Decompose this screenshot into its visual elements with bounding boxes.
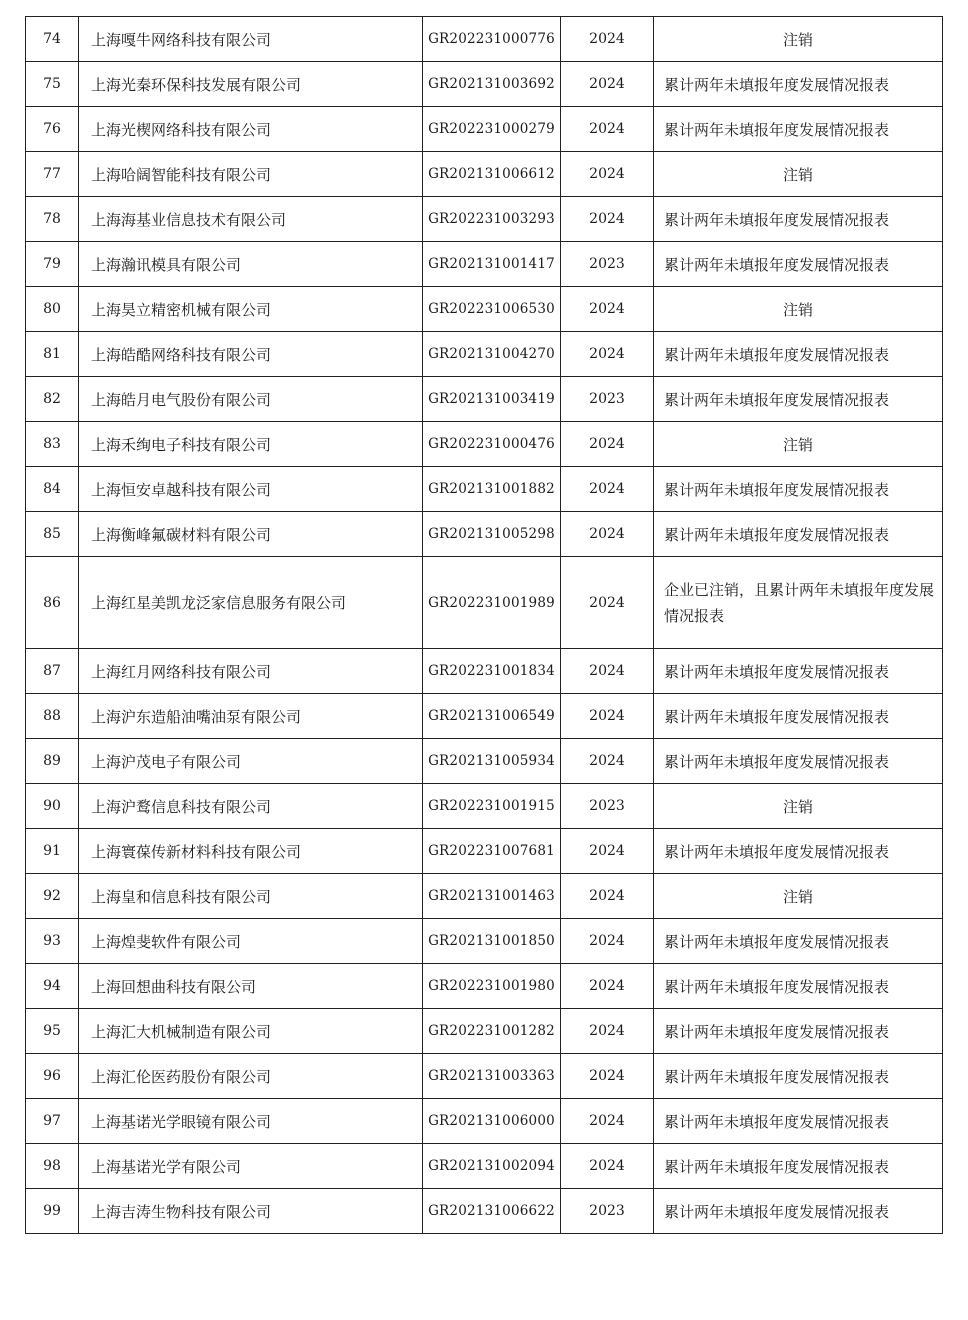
reason-cell: 累计两年未填报年度发展情况报表 bbox=[654, 377, 943, 422]
year-cell: 2024 bbox=[561, 107, 654, 152]
reason-cell: 累计两年未填报年度发展情况报表 bbox=[654, 1054, 943, 1099]
table-row bbox=[26, 107, 943, 152]
row-number-cell: 77 bbox=[26, 152, 79, 197]
reason-cell: 累计两年未填报年度发展情况报表 bbox=[654, 919, 943, 964]
year-cell: 2024 bbox=[561, 694, 654, 739]
table-row bbox=[26, 1144, 943, 1189]
row-number-cell: 84 bbox=[26, 467, 79, 512]
table-row bbox=[26, 377, 943, 422]
year-cell: 2023 bbox=[561, 377, 654, 422]
certificate-number-cell: GR202131003692 bbox=[423, 62, 561, 107]
company-name-cell: 上海红月网络科技有限公司 bbox=[79, 649, 423, 694]
certificate-number-cell: GR202131003363 bbox=[423, 1054, 561, 1099]
year-cell: 2023 bbox=[561, 242, 654, 287]
reason-cell: 注销 bbox=[654, 152, 943, 197]
company-name-cell: 上海汇伦医药股份有限公司 bbox=[79, 1054, 423, 1099]
row-number-cell: 88 bbox=[26, 694, 79, 739]
company-name-cell: 上海皓月电气股份有限公司 bbox=[79, 377, 423, 422]
year-cell: 2023 bbox=[561, 1189, 654, 1234]
company-name-cell: 上海沪鹜信息科技有限公司 bbox=[79, 784, 423, 829]
table-row bbox=[26, 694, 943, 739]
certificate-number-cell: GR202131001463 bbox=[423, 874, 561, 919]
table-row bbox=[26, 1099, 943, 1144]
table-row bbox=[26, 17, 943, 62]
year-cell: 2024 bbox=[561, 1009, 654, 1054]
company-name-cell: 上海红星美凯龙泛家信息服务有限公司 bbox=[79, 557, 423, 649]
row-number-cell: 75 bbox=[26, 62, 79, 107]
table-row bbox=[26, 557, 943, 649]
company-name-cell: 上海皇和信息科技有限公司 bbox=[79, 874, 423, 919]
reason-cell: 累计两年未填报年度发展情况报表 bbox=[654, 964, 943, 1009]
table-row bbox=[26, 287, 943, 332]
reason-cell: 累计两年未填报年度发展情况报表 bbox=[654, 649, 943, 694]
company-name-cell: 上海煌斐软件有限公司 bbox=[79, 919, 423, 964]
reason-cell: 累计两年未填报年度发展情况报表 bbox=[654, 242, 943, 287]
reason-cell: 企业已注销，且累计两年未填报年度发展情况报表 bbox=[654, 557, 943, 649]
row-number-cell: 94 bbox=[26, 964, 79, 1009]
row-number-cell: 81 bbox=[26, 332, 79, 377]
year-cell: 2024 bbox=[561, 919, 654, 964]
year-cell: 2024 bbox=[561, 422, 654, 467]
row-number-cell: 91 bbox=[26, 829, 79, 874]
year-cell: 2024 bbox=[561, 332, 654, 377]
reason-cell: 累计两年未填报年度发展情况报表 bbox=[654, 512, 943, 557]
certificate-number-cell: GR202131005298 bbox=[423, 512, 561, 557]
company-name-cell: 上海光秦环保科技发展有限公司 bbox=[79, 62, 423, 107]
certificate-number-cell: GR202131001417 bbox=[423, 242, 561, 287]
certificate-number-cell: GR202231007681 bbox=[423, 829, 561, 874]
reason-cell: 累计两年未填报年度发展情况报表 bbox=[654, 332, 943, 377]
table-row bbox=[26, 332, 943, 377]
reason-cell: 累计两年未填报年度发展情况报表 bbox=[654, 107, 943, 152]
table-row bbox=[26, 649, 943, 694]
year-cell: 2024 bbox=[561, 467, 654, 512]
company-table bbox=[25, 16, 943, 1234]
reason-cell: 累计两年未填报年度发展情况报表 bbox=[654, 694, 943, 739]
company-name-cell: 上海基诺光学眼镜有限公司 bbox=[79, 1099, 423, 1144]
company-name-cell: 上海汇大机械制造有限公司 bbox=[79, 1009, 423, 1054]
company-name-cell: 上海衡峰氟碳材料有限公司 bbox=[79, 512, 423, 557]
row-number-cell: 78 bbox=[26, 197, 79, 242]
row-number-cell: 74 bbox=[26, 17, 79, 62]
reason-cell: 注销 bbox=[654, 784, 943, 829]
table-row bbox=[26, 197, 943, 242]
table-row bbox=[26, 739, 943, 784]
table-row bbox=[26, 1009, 943, 1054]
row-number-cell: 95 bbox=[26, 1009, 79, 1054]
company-name-cell: 上海基诺光学有限公司 bbox=[79, 1144, 423, 1189]
reason-cell: 注销 bbox=[654, 422, 943, 467]
certificate-number-cell: GR202231001915 bbox=[423, 784, 561, 829]
row-number-cell: 85 bbox=[26, 512, 79, 557]
company-name-cell: 上海昊立精密机械有限公司 bbox=[79, 287, 423, 332]
certificate-number-cell: GR202231000476 bbox=[423, 422, 561, 467]
company-name-cell: 上海寰葆传新材料科技有限公司 bbox=[79, 829, 423, 874]
company-name-cell: 上海哈阔智能科技有限公司 bbox=[79, 152, 423, 197]
company-name-cell: 上海嘎牛网络科技有限公司 bbox=[79, 17, 423, 62]
reason-cell: 累计两年未填报年度发展情况报表 bbox=[654, 739, 943, 784]
reason-cell: 注销 bbox=[654, 17, 943, 62]
year-cell: 2024 bbox=[561, 1144, 654, 1189]
row-number-cell: 76 bbox=[26, 107, 79, 152]
row-number-cell: 90 bbox=[26, 784, 79, 829]
certificate-number-cell: GR202131001850 bbox=[423, 919, 561, 964]
reason-cell: 累计两年未填报年度发展情况报表 bbox=[654, 197, 943, 242]
company-name-cell: 上海沪东造船油嘴油泵有限公司 bbox=[79, 694, 423, 739]
year-cell: 2024 bbox=[561, 197, 654, 242]
year-cell: 2024 bbox=[561, 557, 654, 649]
reason-cell: 累计两年未填报年度发展情况报表 bbox=[654, 1144, 943, 1189]
row-number-cell: 93 bbox=[26, 919, 79, 964]
row-number-cell: 83 bbox=[26, 422, 79, 467]
row-number-cell: 97 bbox=[26, 1099, 79, 1144]
year-cell: 2024 bbox=[561, 1054, 654, 1099]
year-cell: 2023 bbox=[561, 784, 654, 829]
table-row bbox=[26, 874, 943, 919]
certificate-number-cell: GR202131006000 bbox=[423, 1099, 561, 1144]
year-cell: 2024 bbox=[561, 649, 654, 694]
reason-cell: 累计两年未填报年度发展情况报表 bbox=[654, 1099, 943, 1144]
certificate-number-cell: GR202131004270 bbox=[423, 332, 561, 377]
certificate-number-cell: GR202231001282 bbox=[423, 1009, 561, 1054]
certificate-number-cell: GR202231006530 bbox=[423, 287, 561, 332]
year-cell: 2024 bbox=[561, 512, 654, 557]
reason-cell: 注销 bbox=[654, 874, 943, 919]
company-name-cell: 上海回想曲科技有限公司 bbox=[79, 964, 423, 1009]
table-row bbox=[26, 829, 943, 874]
row-number-cell: 98 bbox=[26, 1144, 79, 1189]
year-cell: 2024 bbox=[561, 287, 654, 332]
table-row bbox=[26, 422, 943, 467]
reason-cell: 累计两年未填报年度发展情况报表 bbox=[654, 1189, 943, 1234]
table-row bbox=[26, 964, 943, 1009]
row-number-cell: 99 bbox=[26, 1189, 79, 1234]
certificate-number-cell: GR202231001980 bbox=[423, 964, 561, 1009]
table-body bbox=[26, 17, 943, 1234]
table-row bbox=[26, 919, 943, 964]
row-number-cell: 96 bbox=[26, 1054, 79, 1099]
year-cell: 2024 bbox=[561, 874, 654, 919]
row-number-cell: 82 bbox=[26, 377, 79, 422]
certificate-number-cell: GR202231000776 bbox=[423, 17, 561, 62]
certificate-number-cell: GR202131006549 bbox=[423, 694, 561, 739]
company-name-cell: 上海海基业信息技术有限公司 bbox=[79, 197, 423, 242]
certificate-number-cell: GR202131006622 bbox=[423, 1189, 561, 1234]
company-name-cell: 上海皓酷网络科技有限公司 bbox=[79, 332, 423, 377]
certificate-number-cell: GR202231003293 bbox=[423, 197, 561, 242]
table-row bbox=[26, 152, 943, 197]
year-cell: 2024 bbox=[561, 1099, 654, 1144]
company-name-cell: 上海禾绚电子科技有限公司 bbox=[79, 422, 423, 467]
company-name-cell: 上海吉涛生物科技有限公司 bbox=[79, 1189, 423, 1234]
row-number-cell: 80 bbox=[26, 287, 79, 332]
table-row bbox=[26, 1054, 943, 1099]
table-row bbox=[26, 1189, 943, 1234]
table-row bbox=[26, 512, 943, 557]
reason-cell: 累计两年未填报年度发展情况报表 bbox=[654, 1009, 943, 1054]
table-row bbox=[26, 242, 943, 287]
document-page bbox=[25, 16, 942, 1234]
year-cell: 2024 bbox=[561, 829, 654, 874]
company-name-cell: 上海沪茂电子有限公司 bbox=[79, 739, 423, 784]
table-row bbox=[26, 467, 943, 512]
certificate-number-cell: GR202131002094 bbox=[423, 1144, 561, 1189]
company-name-cell: 上海恒安卓越科技有限公司 bbox=[79, 467, 423, 512]
row-number-cell: 89 bbox=[26, 739, 79, 784]
row-number-cell: 92 bbox=[26, 874, 79, 919]
year-cell: 2024 bbox=[561, 62, 654, 107]
year-cell: 2024 bbox=[561, 152, 654, 197]
reason-cell: 注销 bbox=[654, 287, 943, 332]
company-name-cell: 上海光楔网络科技有限公司 bbox=[79, 107, 423, 152]
reason-cell: 累计两年未填报年度发展情况报表 bbox=[654, 829, 943, 874]
row-number-cell: 79 bbox=[26, 242, 79, 287]
company-name-cell: 上海瀚讯模具有限公司 bbox=[79, 242, 423, 287]
year-cell: 2024 bbox=[561, 17, 654, 62]
certificate-number-cell: GR202131001882 bbox=[423, 467, 561, 512]
table-row bbox=[26, 62, 943, 107]
row-number-cell: 86 bbox=[26, 557, 79, 649]
reason-cell: 累计两年未填报年度发展情况报表 bbox=[654, 467, 943, 512]
year-cell: 2024 bbox=[561, 964, 654, 1009]
certificate-number-cell: GR202131006612 bbox=[423, 152, 561, 197]
certificate-number-cell: GR202231001989 bbox=[423, 557, 561, 649]
reason-cell: 累计两年未填报年度发展情况报表 bbox=[654, 62, 943, 107]
certificate-number-cell: GR202131005934 bbox=[423, 739, 561, 784]
certificate-number-cell: GR202231001834 bbox=[423, 649, 561, 694]
year-cell: 2024 bbox=[561, 739, 654, 784]
table-row bbox=[26, 784, 943, 829]
row-number-cell: 87 bbox=[26, 649, 79, 694]
certificate-number-cell: GR202231000279 bbox=[423, 107, 561, 152]
certificate-number-cell: GR202131003419 bbox=[423, 377, 561, 422]
